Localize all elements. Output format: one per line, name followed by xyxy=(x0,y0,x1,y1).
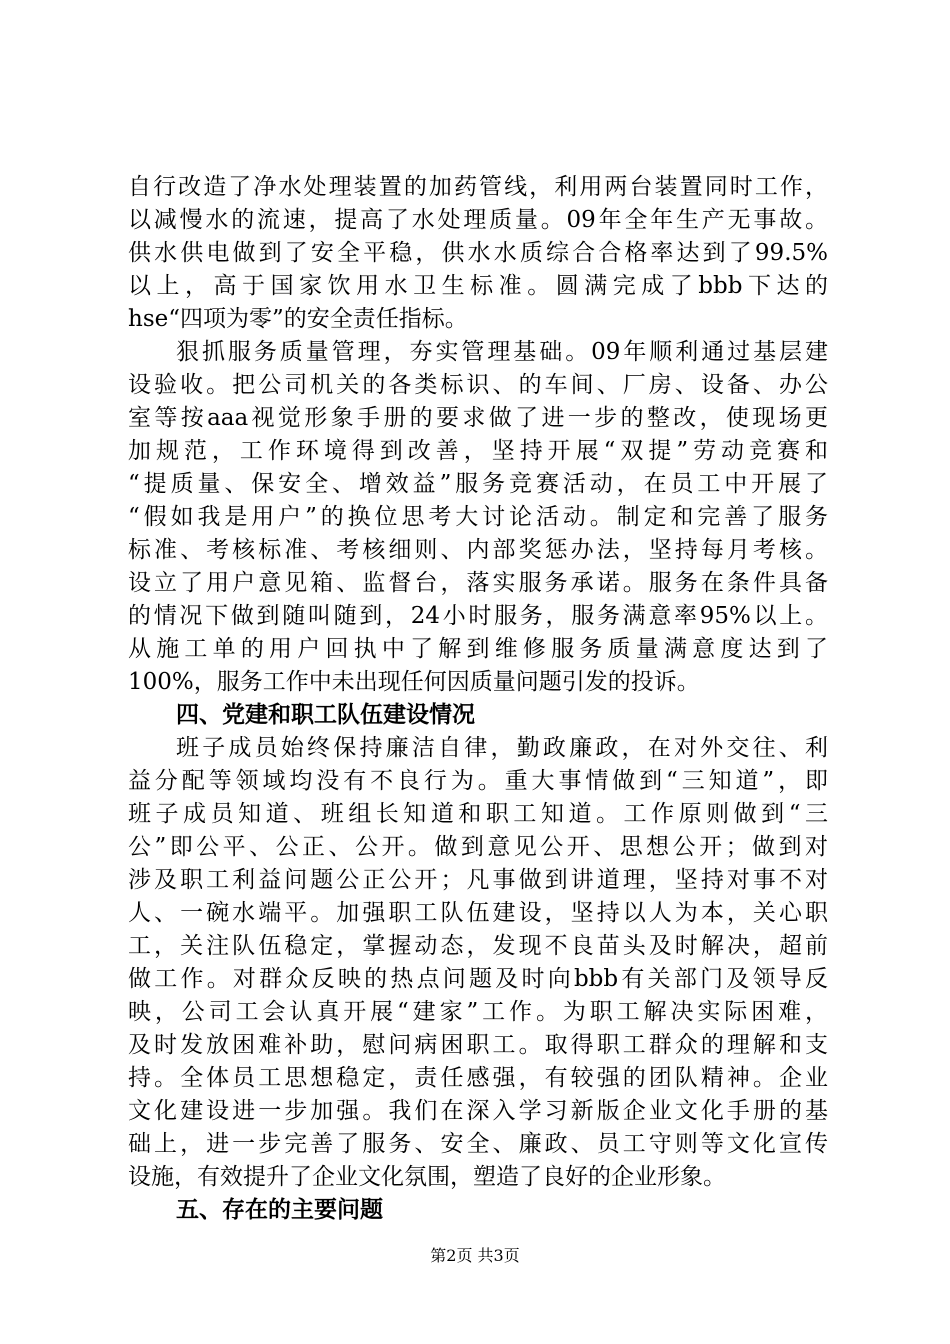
text-line: 100%，服务工作中未出现任何因质量问题引发的投诉。 xyxy=(128,669,700,695)
text-line: 室等按aaa视觉形象手册的要求做了进一步的整改，使现场更 xyxy=(128,405,828,431)
section-heading: 五、存在的主要问题 xyxy=(176,1197,383,1223)
text-line: hse“四项为零”的安全责任指标。 xyxy=(128,306,468,332)
text-line: 标准、考核标准、考核细则、内部奖惩办法，坚持每月考核。 xyxy=(128,537,828,563)
text-line: 班子成员知道、班组长知道和职工知道。工作原则做到“三 xyxy=(128,801,828,827)
text-line: 设立了用户意见箱、监督台，落实服务承诺。服务在条件具备 xyxy=(128,570,828,596)
text-line: 设验收。把公司机关的各类标识、的车间、厂房、设备、办公 xyxy=(128,372,828,398)
document-body xyxy=(128,171,828,1227)
paragraph-start: 班子成员始终保持廉洁自律，勤政廉政，在对外交往、利 xyxy=(176,735,828,761)
text-line: 及时发放困难补助，慰问病困职工。取得职工群众的理解和支 xyxy=(128,1032,828,1058)
text-line: 文化建设进一步加强。我们在深入学习新版企业文化手册的基 xyxy=(128,1098,828,1124)
text-line: 映，公司工会认真开展“建家”工作。为职工解决实际困难， xyxy=(128,999,828,1025)
text-line: “假如我是用户”的换位思考大讨论活动。制定和完善了服务 xyxy=(128,504,828,530)
text-line: 人、一碗水端平。加强职工队伍建设，坚持以人为本，关心职 xyxy=(128,900,828,926)
page-footer xyxy=(0,1243,950,1266)
text-line: 从施工单的用户回执中了解到维修服务质量满意度达到了 xyxy=(128,636,828,662)
text-line: 以上，高于国家饮用水卫生标准。圆满完成了bbb下达的 xyxy=(128,273,828,299)
text-line: 涉及职工利益问题公正公开；凡事做到讲道理，坚持对事不对 xyxy=(128,867,828,893)
text-line: 公”即公平、公正、公开。做到意见公开、思想公开；做到对 xyxy=(128,834,828,860)
text-line: 持。全体员工思想稳定，责任感强，有较强的团队精神。企业 xyxy=(128,1065,828,1091)
text-line: 础上，进一步完善了服务、安全、廉政、员工守则等文化宣传 xyxy=(128,1131,828,1157)
text-line: 的情况下做到随叫随到，24小时服务，服务满意率95%以上。 xyxy=(128,603,828,629)
text-line: 加规范，工作环境得到改善，坚持开展“双提”劳动竞赛和 xyxy=(128,438,828,464)
section-heading: 四、党建和职工队伍建设情况 xyxy=(176,702,475,728)
text-line: 益分配等领域均没有不良行为。重大事情做到“三知道”，即 xyxy=(128,768,828,794)
text-line: 以减慢水的流速，提高了水处理质量。09年全年生产无事故。 xyxy=(128,207,828,233)
text-line: 供水供电做到了安全平稳，供水水质综合合格率达到了99.5% xyxy=(128,240,828,266)
text-line: 做工作。对群众反映的热点问题及时向bbb有关部门及领导反 xyxy=(128,966,828,992)
text-line: 设施，有效提升了企业文化氛围，塑造了良好的企业形象。 xyxy=(128,1164,726,1190)
page-number: 第2页 共3页 xyxy=(430,1246,520,1265)
text-line: “提质量、保安全、增效益”服务竞赛活动，在员工中开展了 xyxy=(128,471,828,497)
text-line: 工，关注队伍稳定，掌握动态，发现不良苗头及时解决，超前 xyxy=(128,933,828,959)
text-line: 自行改造了净水处理装置的加药管线，利用两台装置同时工作， xyxy=(128,174,828,200)
paragraph-start: 狠抓服务质量管理，夯实管理基础。09年顺利通过基层建 xyxy=(176,339,828,365)
